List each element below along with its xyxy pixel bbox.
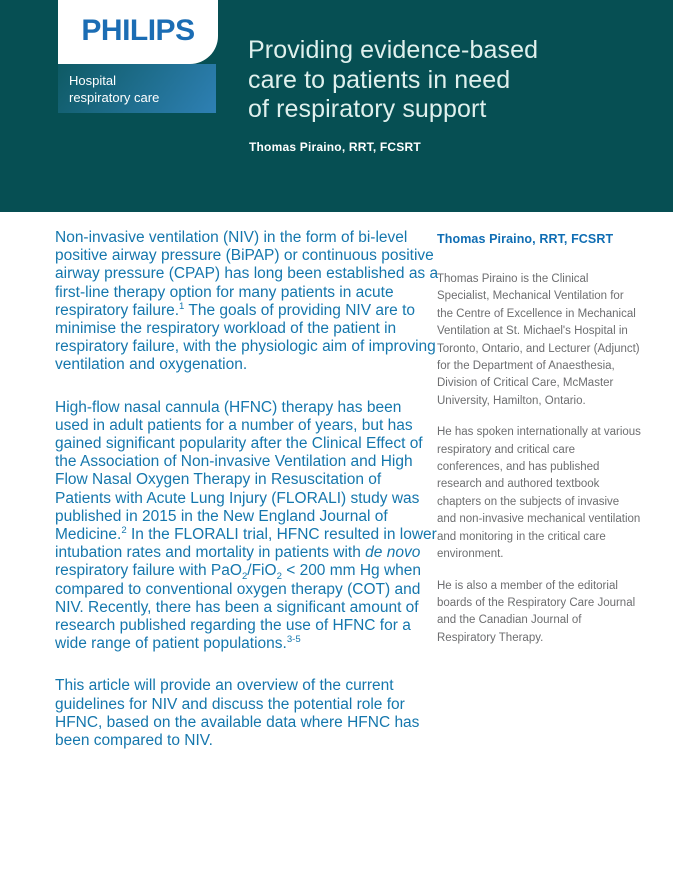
sidebar-bio (437, 271, 641, 647)
header-band (0, 0, 673, 212)
article-body-paragraph: High-flow nasal cannula (HFNC) therapy has been used in adult patients for a number of years, but has gained significant popularity after the Clinical Effect of the Association of Non-invasive Ventilation and High Flow Nasal Oxygen Therapy in Resuscitation of Patients with Acute Lung Injury (FLORALI) study was published in 2015 in the New England Journal of Medicine.$^2$ In the FLORALI trial, HFNC resulted in lower intubation rates and mortality in patients with de novo respiratory failure with PaO$_2$/FiO$_2$ < 200 mm Hg when compared to conventional oxygen therapy (COT) and NIV. Recently, there has been a significant amount of research published regarding the use of HFNC for a wide range of patient populations.$^{3-5}$ (55, 398, 437, 653)
division-line-2: respiratory care (69, 90, 160, 105)
sidebar-bio-paragraph: He is also a member of the editorial boards of the Respiratory Care Journal and the Canadian Journal of Respiratory Therapy. (437, 579, 636, 644)
page-title-line-3: of respiratory support (248, 95, 487, 123)
page-title (248, 36, 538, 125)
page-title-line-2: care to patients in need (248, 65, 511, 94)
header-author-byline: Thomas Piraino, RRT, FCSRT (249, 140, 421, 154)
article-body (55, 229, 439, 774)
division-label (58, 64, 216, 113)
article-body-paragraph: Non-invasive ventilation (NIV) in the form of bi-level positive airway pressure (BiPAP) or continuous positive airway pressure (CPAP) has long been established as a first-line therapy option for many patients in acute respiratory failure.$^1$ The goals of providing NIV are to minimise the respiratory workload of the patient in respiratory failure, with the physiologic aim of improving ventilation and oxygenation. (55, 229, 439, 374)
philips-logo (58, 0, 218, 64)
sidebar-bio-paragraph: Thomas Piraino is the Clinical Specialist, Mechanical Ventilation for the Centre of Excellence in Mechanical Ventilation at St. Michael's Hospital in Toronto, Ontario, and Lecturer (Adjunct) for the Department of Anaesthesia, Division of Critical Care, McMaster University, Hamilton, Ontario. (437, 273, 640, 407)
sidebar-author-name: Thomas Piraino, RRT, FCSRT (437, 232, 614, 246)
division-line-1: Hospital (69, 73, 116, 88)
sidebar-bio-paragraph: He has spoken internationally at various respiratory and critical care conferences, and has published research and authored textbook chapters on the subjects of invasive and non-invasive mechanical ventilation and monitoring in the critical care environment. (437, 426, 641, 561)
author-bio-sidebar (437, 232, 641, 661)
philips-wordmark: PHILIPS (81, 14, 195, 47)
page-title-line-1: Providing evidence-based (248, 36, 539, 64)
article-body-paragraph: This article will provide an overview of the current guidelines for NIV and discuss the potential role for HFNC, based on the available data where HFNC has been compared to NIV. (55, 677, 420, 750)
